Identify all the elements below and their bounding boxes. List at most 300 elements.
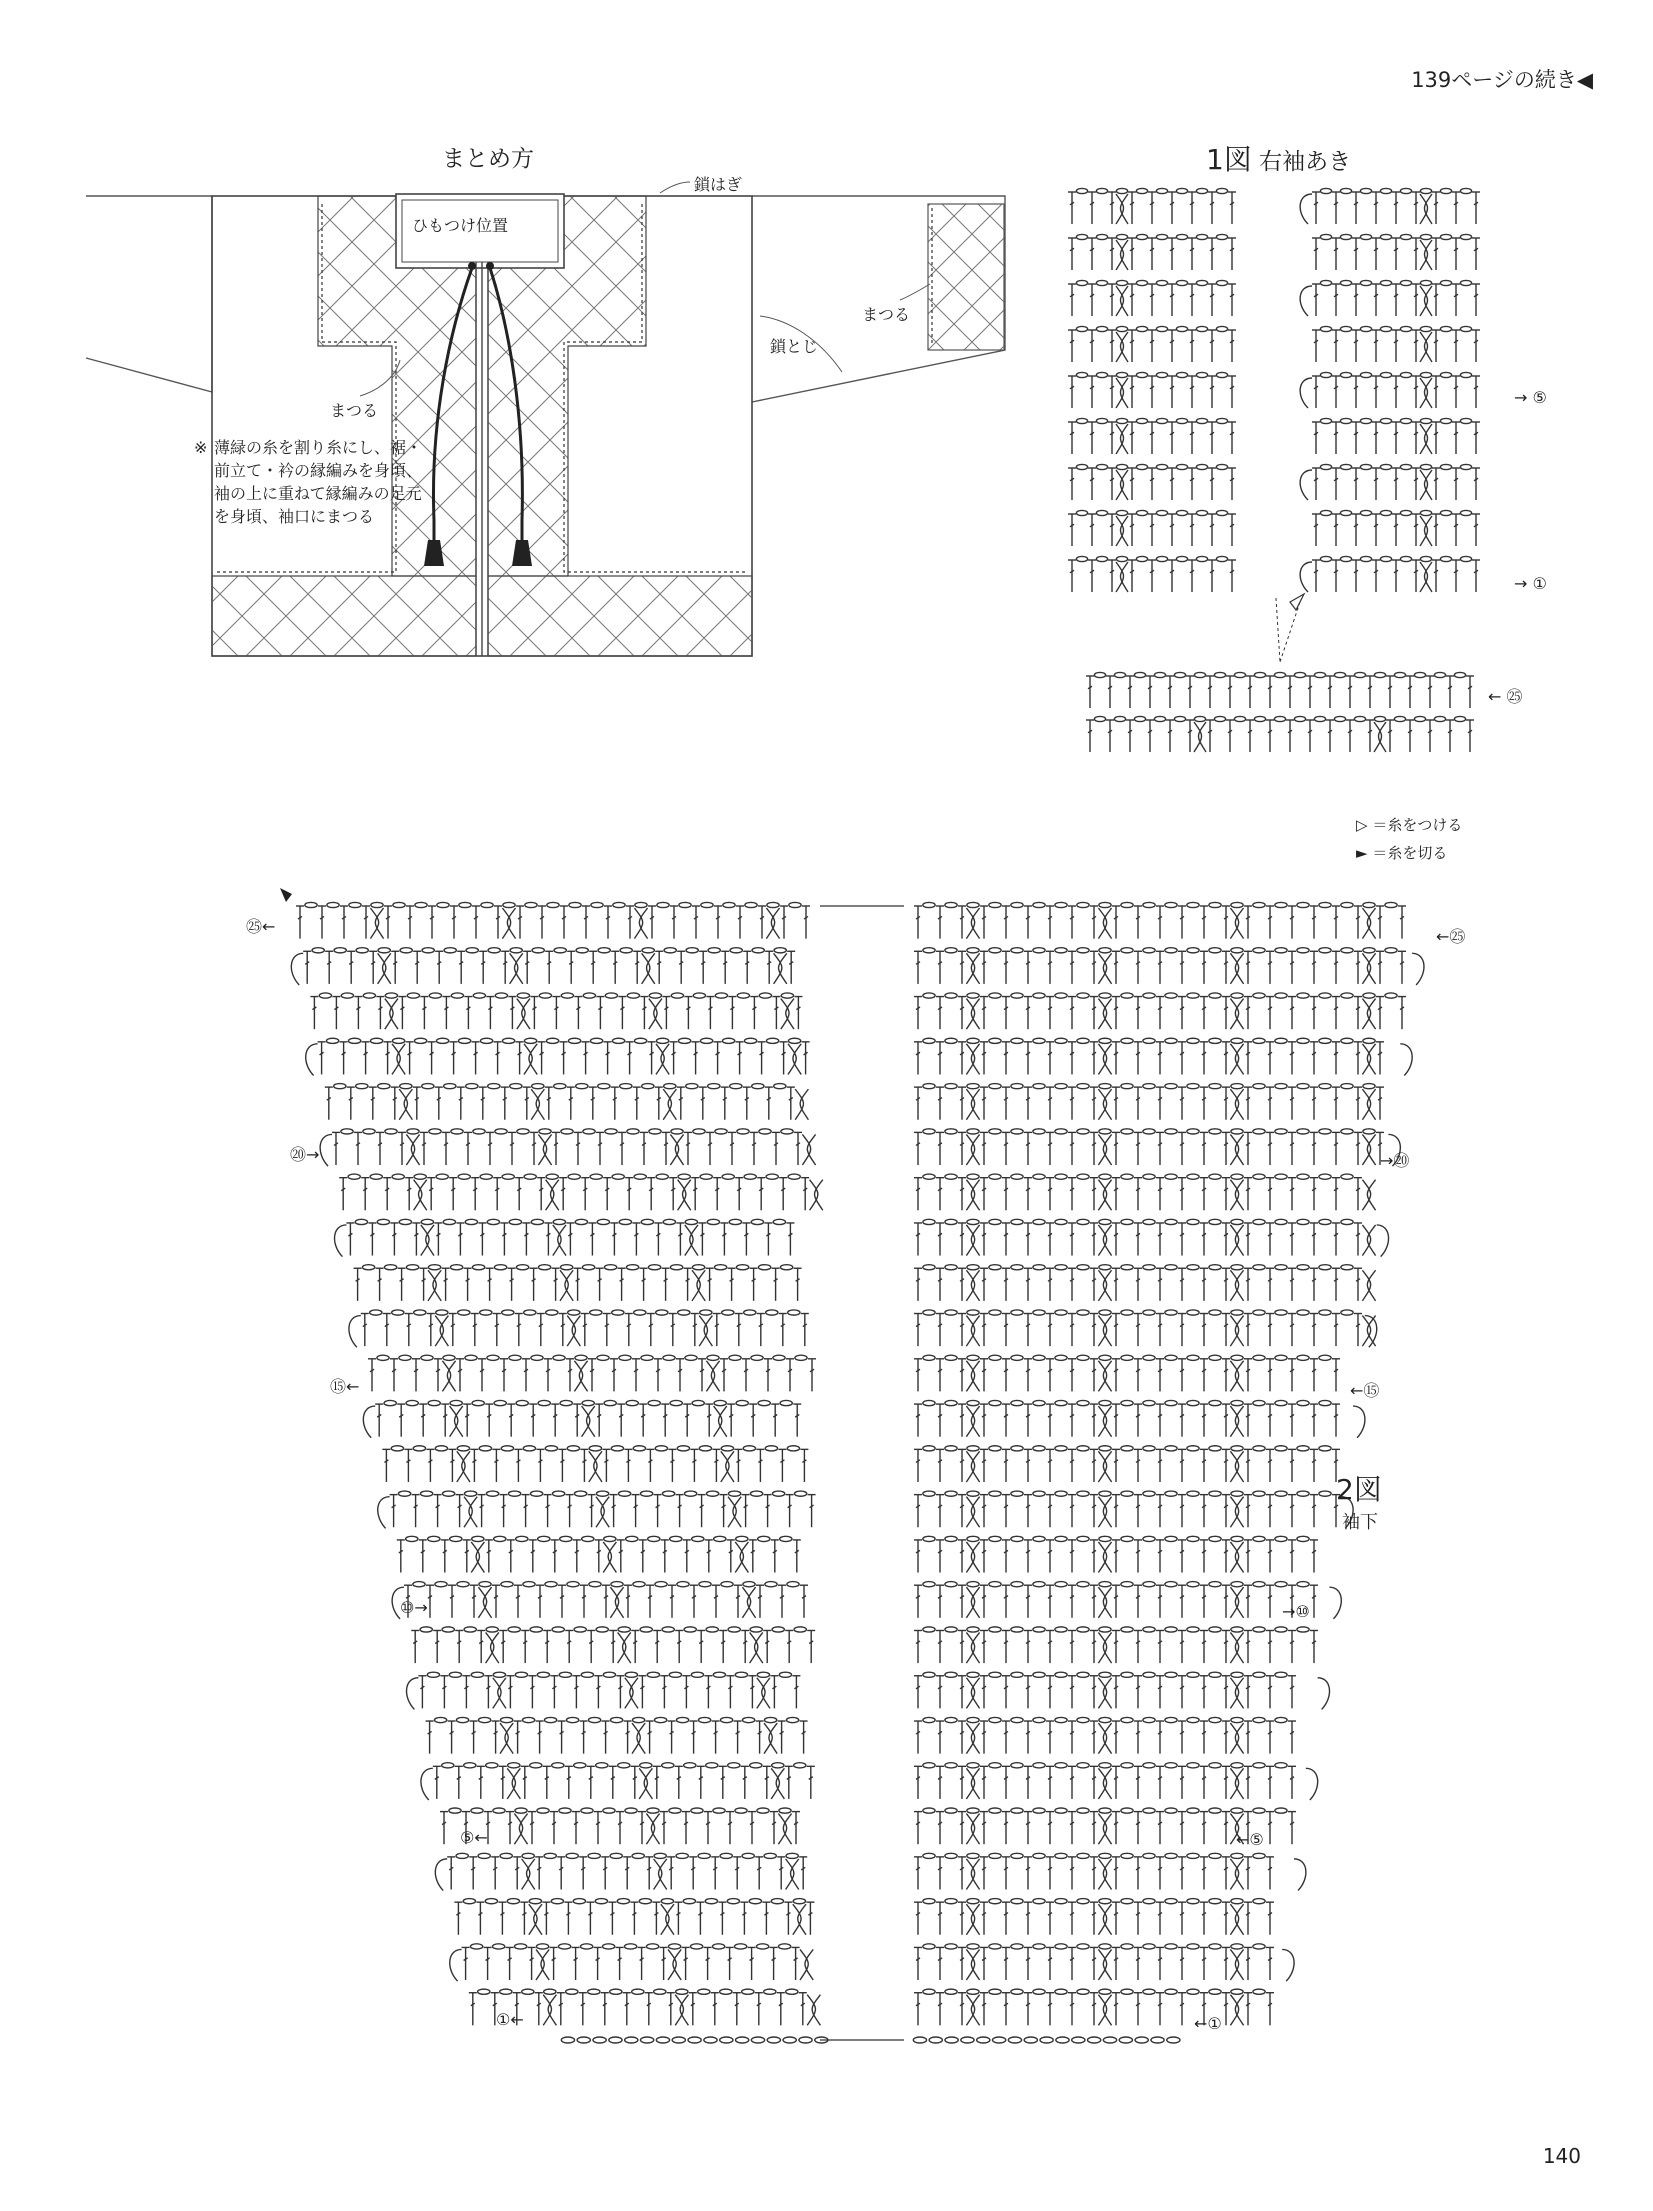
chain-oval: [517, 993, 529, 998]
chain-oval: [1033, 1944, 1045, 1949]
chain-oval: [500, 1717, 512, 1722]
chain-oval: [458, 1038, 470, 1043]
chain-oval: [590, 1174, 602, 1179]
chain-oval: [1363, 948, 1375, 953]
chain-oval: [945, 1355, 957, 1360]
stitch-row: [914, 1627, 1318, 1663]
chain-oval: [1319, 1219, 1331, 1224]
chain-oval: [1275, 1355, 1287, 1360]
chain-oval: [633, 1582, 645, 1587]
chain-oval: [544, 1989, 556, 1994]
chain-oval: [481, 902, 493, 907]
chain-oval: [1165, 1265, 1177, 1270]
chain-oval: [473, 1129, 485, 1134]
cross-stitch: [966, 1678, 979, 1709]
chain-oval: [1231, 993, 1243, 998]
chain-oval: [945, 1084, 957, 1089]
chain-oval: [648, 1400, 660, 1405]
chain-oval: [1165, 1808, 1177, 1813]
chain-oval: [385, 993, 397, 998]
stitch-row: [914, 1491, 1340, 1527]
chain-oval: [1099, 1853, 1111, 1858]
turning-loop: [349, 1316, 361, 1348]
cross-stitch: [1362, 1044, 1375, 1075]
cross-stitch: [536, 1949, 549, 1980]
chain-oval: [945, 1491, 957, 1496]
chain-oval: [1297, 1536, 1309, 1541]
chain-oval: [604, 1265, 616, 1270]
stitch-row: [418, 1672, 800, 1708]
chain-oval: [1253, 902, 1265, 907]
cross-stitch: [1230, 1587, 1243, 1618]
stitch-row: [433, 1763, 815, 1799]
stitch-row: [914, 1536, 1318, 1572]
chain-oval: [736, 1265, 748, 1270]
chain-oval: [1077, 1672, 1089, 1677]
chain-oval: [531, 1355, 543, 1360]
chain-oval: [444, 1084, 456, 1089]
chain-oval: [1231, 1808, 1243, 1813]
chain-oval: [1231, 1400, 1243, 1405]
chain-oval: [1077, 1627, 1089, 1632]
chain-oval: [1077, 902, 1089, 907]
chain-oval: [370, 1310, 382, 1315]
chain-oval: [720, 1853, 732, 1858]
chain-oval: [334, 1084, 346, 1089]
chain-oval: [1187, 1717, 1199, 1722]
chain-oval: [554, 948, 566, 953]
chain-oval: [1231, 1310, 1243, 1315]
chain-oval: [597, 1355, 609, 1360]
chain-oval: [649, 993, 661, 998]
chain-oval: [1165, 902, 1177, 907]
chain-oval: [1033, 1038, 1045, 1043]
chain-oval: [566, 1853, 578, 1858]
cross-stitch: [510, 953, 523, 984]
cross-stitch: [1098, 1768, 1111, 1799]
chain-oval: [1033, 1400, 1045, 1405]
chain-oval: [779, 1672, 791, 1677]
chain-oval: [729, 1219, 741, 1224]
chain-oval: [1275, 1038, 1287, 1043]
cross-stitch: [478, 1587, 491, 1618]
chain-oval: [647, 1672, 659, 1677]
chain-oval: [1253, 1536, 1265, 1541]
chain-oval: [1231, 1038, 1243, 1043]
chain-oval: [1209, 1174, 1221, 1179]
cross-stitch: [457, 1451, 470, 1482]
chain-oval: [989, 1717, 1001, 1722]
chain-oval: [967, 1446, 979, 1451]
chain-oval: [1253, 1808, 1265, 1813]
chain-oval: [923, 1536, 935, 1541]
turning-loop: [378, 1497, 390, 1529]
chain-oval: [1231, 1672, 1243, 1677]
stitch-row: [397, 1536, 801, 1572]
cross-stitch: [1098, 1859, 1111, 1890]
chain-oval: [967, 1672, 979, 1677]
chain-oval: [1143, 1265, 1155, 1270]
chain-oval: [735, 1808, 747, 1813]
chain-oval: [945, 1672, 957, 1677]
chain-oval: [1055, 1446, 1067, 1451]
sew-body-label: まつる: [330, 401, 379, 420]
cross-stitch: [774, 953, 787, 984]
chain-oval: [1231, 1219, 1243, 1224]
turning-loop: [1294, 1859, 1306, 1891]
chain-oval: [1341, 1265, 1353, 1270]
chain-oval: [406, 1265, 418, 1270]
chain-oval: [451, 993, 463, 998]
chain-oval: [1011, 1536, 1023, 1541]
chain-oval: [524, 1038, 536, 1043]
cross-stitch: [464, 1497, 477, 1528]
chain-oval: [566, 1989, 578, 1994]
chain-oval: [1077, 1446, 1089, 1451]
chain-oval: [698, 1717, 710, 1722]
chain-oval: [1275, 1129, 1287, 1134]
chain-oval: [442, 1491, 454, 1496]
chain-oval: [384, 1400, 396, 1405]
fig1-row1-arrow: →: [1514, 574, 1528, 593]
chain-oval: [493, 1672, 505, 1677]
chain-oval: [1077, 993, 1089, 998]
chain-oval: [1165, 1627, 1177, 1632]
chain-oval: [567, 1446, 579, 1451]
cross-stitch: [1230, 1632, 1243, 1663]
chain-oval: [421, 1219, 433, 1224]
chain-oval: [945, 1582, 957, 1587]
chain-oval: [1055, 993, 1067, 998]
chain-oval: [305, 902, 317, 907]
chain-oval: [1209, 1899, 1221, 1904]
chain-oval: [494, 1536, 506, 1541]
assembly-title: まとめ方: [442, 146, 534, 172]
chain-oval: [618, 1763, 630, 1768]
chain-oval: [1209, 1536, 1221, 1541]
cross-stitch: [1230, 999, 1243, 1030]
chain-oval: [639, 1899, 651, 1904]
chain-oval: [723, 902, 735, 907]
chain-oval: [509, 1355, 521, 1360]
chain-oval: [700, 1310, 712, 1315]
chain-oval: [1253, 1038, 1265, 1043]
chain-oval: [434, 1717, 446, 1722]
chain-oval: [625, 1672, 637, 1677]
chain-oval: [546, 1174, 558, 1179]
chain-oval: [1011, 1944, 1023, 1949]
chain-oval: [470, 1944, 482, 1949]
chain-oval: [759, 993, 771, 998]
cross-stitch: [1098, 1587, 1111, 1618]
chain-oval: [1231, 1536, 1243, 1541]
chain-oval: [1385, 948, 1397, 953]
chain-oval: [569, 902, 581, 907]
chain-oval: [786, 1717, 798, 1722]
chain-oval: [1121, 1853, 1133, 1858]
chain-oval: [1011, 993, 1023, 998]
cross-stitch: [1098, 1632, 1111, 1663]
chain-oval: [530, 1491, 542, 1496]
chain-oval: [1187, 1627, 1199, 1632]
chain-oval: [444, 948, 456, 953]
chain-oval: [1231, 1717, 1243, 1722]
chain-oval: [1011, 1219, 1023, 1224]
chain-oval: [392, 1174, 404, 1179]
chain-oval: [1209, 1944, 1221, 1949]
chain-oval: [722, 1174, 734, 1179]
chain-oval: [989, 1446, 1001, 1451]
cross-stitch: [802, 1134, 815, 1165]
chain-oval: [788, 1310, 800, 1315]
chain-oval: [1275, 1672, 1287, 1677]
chain-oval: [1099, 1084, 1111, 1089]
chain-oval: [632, 1717, 644, 1722]
chain-oval: [1297, 1174, 1309, 1179]
cross-stitch: [735, 1542, 748, 1573]
chain-oval: [923, 1808, 935, 1813]
chain-oval: [634, 1038, 646, 1043]
cross-stitch: [1230, 1316, 1243, 1347]
cross-stitch: [1230, 1678, 1243, 1709]
cross-stitch: [442, 1361, 455, 1392]
chain-oval: [654, 1853, 666, 1858]
chain-oval: [1209, 1355, 1221, 1360]
chain-oval: [734, 1944, 746, 1949]
chain-oval: [428, 1400, 440, 1405]
chain-oval: [1121, 1899, 1133, 1904]
chain-oval: [1385, 993, 1397, 998]
cross-stitch: [370, 908, 383, 939]
chain-oval: [1099, 1491, 1111, 1496]
chain-oval: [742, 1853, 754, 1858]
cross-stitch: [603, 1542, 616, 1573]
cross-stitch: [1230, 953, 1243, 984]
cross-stitch: [1362, 999, 1375, 1030]
chain-oval: [363, 993, 375, 998]
chain-oval: [463, 1899, 475, 1904]
chain-oval: [590, 1310, 602, 1315]
chain-oval: [598, 1084, 610, 1089]
chain-oval: [1055, 948, 1067, 953]
chain-oval: [698, 1853, 710, 1858]
cross-stitch: [1098, 1089, 1111, 1120]
chain-oval: [370, 1174, 382, 1179]
chain-oval: [1121, 1446, 1133, 1451]
chain-oval: [1099, 993, 1111, 998]
chain-oval: [1143, 1400, 1155, 1405]
cross-stitch: [1230, 1451, 1243, 1482]
chain-oval: [327, 902, 339, 907]
chain-oval: [414, 1174, 426, 1179]
chain-oval: [923, 1038, 935, 1043]
chain-oval: [764, 1989, 776, 1994]
chain-oval: [517, 1129, 529, 1134]
cross-stitch: [1098, 1497, 1111, 1528]
chain-oval: [1231, 1582, 1243, 1587]
cross-stitch: [649, 999, 662, 1030]
chain-oval: [1363, 1038, 1375, 1043]
chain-oval: [1121, 1717, 1133, 1722]
chain-oval: [1099, 1355, 1111, 1360]
cross-stitch: [721, 1451, 734, 1482]
cross-stitch: [1098, 1814, 1111, 1845]
chain-oval: [989, 1219, 1001, 1224]
cross-stitch: [966, 1542, 979, 1573]
chain-oval: [967, 1899, 979, 1904]
chain-oval: [1033, 1536, 1045, 1541]
chain-oval: [1319, 1129, 1331, 1134]
chain-oval: [421, 1355, 433, 1360]
chain-oval: [989, 902, 1001, 907]
stitch-row: [447, 1853, 807, 1889]
stitch-row: [914, 1899, 1274, 1935]
chain-oval: [1275, 1491, 1287, 1496]
chain-oval: [546, 1038, 558, 1043]
stitch-row: [346, 1219, 794, 1255]
chain-oval: [605, 993, 617, 998]
chain-oval: [1077, 1717, 1089, 1722]
fig1-row1-num: ①: [1532, 574, 1547, 593]
chain-oval: [648, 1265, 660, 1270]
chain-oval: [1143, 1491, 1155, 1496]
chain-oval: [627, 1129, 639, 1134]
chain-oval: [1209, 1808, 1221, 1813]
chain-oval: [1187, 1853, 1199, 1858]
cross-stitch: [678, 1180, 691, 1211]
chain-oval: [728, 1627, 740, 1632]
turning-loop: [1329, 1587, 1341, 1619]
cross-stitch: [634, 908, 647, 939]
chain-oval: [923, 1582, 935, 1587]
chain-oval: [989, 948, 1001, 953]
chain-oval: [945, 948, 957, 953]
chain-oval: [1165, 948, 1177, 953]
chain-oval: [649, 1129, 661, 1134]
chain-oval: [664, 948, 676, 953]
chain-oval: [546, 1310, 558, 1315]
chain-oval: [596, 1763, 608, 1768]
chain-oval: [1165, 1219, 1177, 1224]
chain-oval: [1099, 948, 1111, 953]
chain-oval: [1297, 948, 1309, 953]
chain-oval: [1077, 1582, 1089, 1587]
chain-oval: [1011, 1853, 1023, 1858]
chain-oval: [1077, 1491, 1089, 1496]
chain-oval: [1033, 1989, 1045, 1994]
chain-oval: [654, 1717, 666, 1722]
stitch-row: [310, 993, 802, 1029]
chain-oval: [669, 1808, 681, 1813]
chain-oval: [945, 1174, 957, 1179]
chain-oval: [1121, 1672, 1133, 1677]
cross-stitch: [786, 1859, 799, 1890]
cross-stitch: [1098, 999, 1111, 1030]
chain-oval: [500, 1853, 512, 1858]
chain-oval: [1341, 1310, 1353, 1315]
turning-loop: [335, 1225, 347, 1257]
chain-oval: [1099, 1989, 1111, 1994]
cross-stitch: [692, 1270, 705, 1301]
chain-oval: [676, 1989, 688, 1994]
chain-oval: [1297, 1582, 1309, 1587]
chain-oval: [737, 1129, 749, 1134]
cross-stitch: [795, 1089, 808, 1120]
chain-oval: [459, 902, 471, 907]
chain-oval: [1099, 1536, 1111, 1541]
chain-oval: [967, 1582, 979, 1587]
chain-oval: [392, 1038, 404, 1043]
chain-oval: [1385, 902, 1397, 907]
chain-oval: [1099, 1763, 1111, 1768]
chain-oval: [532, 948, 544, 953]
cross-stitch: [1098, 1723, 1111, 1754]
chain-oval: [945, 1944, 957, 1949]
chain-oval: [392, 1310, 404, 1315]
chain-seam-label: 鎖とじ: [770, 337, 819, 356]
chain-oval: [1253, 1446, 1265, 1451]
cross-stitch: [788, 1044, 801, 1075]
chain-oval: [501, 1446, 513, 1451]
chain-oval: [1055, 1989, 1067, 1994]
chain-oval: [363, 1129, 375, 1134]
chain-oval: [774, 948, 786, 953]
chain-oval: [632, 1853, 644, 1858]
chain-oval: [553, 1219, 565, 1224]
chain-oval: [686, 1084, 698, 1089]
cross-stitch: [1230, 1949, 1243, 1980]
chain-oval: [1209, 993, 1221, 998]
chain-oval: [626, 1536, 638, 1541]
chain-oval: [744, 1038, 756, 1043]
chain-oval: [568, 1310, 580, 1315]
chain-oval: [598, 948, 610, 953]
chain-oval: [530, 1763, 542, 1768]
chain-oval: [967, 948, 979, 953]
chain-oval: [583, 1129, 595, 1134]
turning-loop: [1400, 1044, 1412, 1076]
stitch-row: [411, 1627, 815, 1663]
chain-oval: [1297, 1310, 1309, 1315]
chain-oval: [743, 1446, 755, 1451]
chain-oval: [1187, 1310, 1199, 1315]
cross-stitch: [966, 1044, 979, 1075]
cross-stitch: [685, 1225, 698, 1256]
stitch-row: [318, 1038, 810, 1074]
chain-oval: [788, 1038, 800, 1043]
chain-oval: [923, 1491, 935, 1496]
fig1-row5-num: ⑤: [1532, 388, 1547, 407]
chain-oval: [967, 1717, 979, 1722]
cross-stitch: [966, 1814, 979, 1845]
chain-oval: [923, 902, 935, 907]
chain-oval: [1187, 1265, 1199, 1270]
chain-oval: [537, 1808, 549, 1813]
chain-oval: [678, 1038, 690, 1043]
cross-stitch: [560, 1270, 573, 1301]
chain-oval: [1121, 1355, 1133, 1360]
chain-oval: [967, 1129, 979, 1134]
chain-oval: [1077, 1944, 1089, 1949]
chain-oval: [1077, 1174, 1089, 1179]
chain-oval: [662, 1627, 674, 1632]
chain-oval: [400, 1084, 412, 1089]
chain-oval: [780, 1536, 792, 1541]
chain-oval: [472, 1265, 484, 1270]
cross-stitch: [757, 1678, 770, 1709]
chain-oval: [1099, 1582, 1111, 1587]
chain-oval: [670, 1536, 682, 1541]
